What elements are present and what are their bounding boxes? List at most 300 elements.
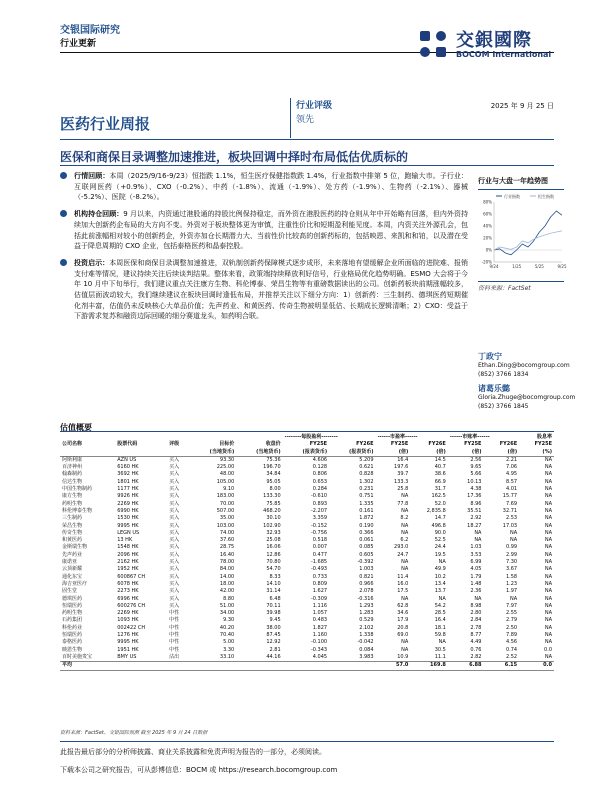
table-cell: 云顶新耀 bbox=[62, 566, 83, 573]
table-cell: 34.00 bbox=[219, 610, 235, 617]
table-cell: 74.00 bbox=[219, 529, 235, 536]
table-cell: 0.966 bbox=[359, 580, 374, 587]
table-cell: NA bbox=[544, 653, 552, 660]
table-cell: 3.30 bbox=[223, 646, 235, 653]
bullet-dot-icon bbox=[60, 210, 67, 217]
table-cell: 1.23 bbox=[505, 580, 518, 587]
table-cell: 3692 HK bbox=[117, 471, 139, 478]
table-row bbox=[60, 574, 554, 581]
page-title: 医药行业周报 bbox=[60, 115, 151, 133]
table-cell: 62.8 bbox=[397, 602, 409, 609]
table-cell: 16.4 bbox=[397, 456, 409, 463]
table-cell: 买入 bbox=[169, 464, 180, 471]
table-cell: 002422 CH bbox=[117, 624, 146, 631]
table-cell: 1.79 bbox=[470, 573, 482, 580]
table-cell: NA bbox=[401, 529, 409, 536]
table-cell: 三生制药 bbox=[62, 515, 83, 522]
table-cell: 买入 bbox=[169, 566, 180, 573]
table-cell: 35.00 bbox=[219, 515, 235, 522]
table-cell: 1.48 bbox=[470, 580, 482, 587]
logo-name-en: BOCOM International bbox=[456, 50, 552, 59]
table-cell: 1.160 bbox=[312, 632, 328, 639]
table-cell: 0.99 bbox=[505, 544, 518, 551]
table-cell: 9.30 bbox=[223, 617, 235, 624]
table-cell: 石药集团 bbox=[62, 617, 83, 624]
average-cell bbox=[115, 662, 167, 670]
column-unit: (当地货币) bbox=[190, 449, 236, 457]
x-tick-label: 5/25 bbox=[534, 264, 544, 269]
table-cell: 买入 bbox=[169, 529, 180, 536]
table-cell: 10.2 bbox=[434, 573, 446, 580]
company-logo bbox=[416, 25, 566, 63]
table-cell: 1.872 bbox=[359, 515, 374, 522]
table-cell: 54.70 bbox=[266, 566, 281, 573]
table-cell: 康方生物 bbox=[62, 493, 83, 500]
table-cell: 2269 HK bbox=[117, 610, 139, 617]
table-cell: 通化东宝 bbox=[62, 573, 83, 580]
bullet-dot-icon bbox=[60, 172, 67, 179]
table-row bbox=[60, 456, 554, 464]
table-row bbox=[60, 486, 554, 493]
average-cell: 6.88 bbox=[448, 662, 484, 670]
table-cell: 2.92 bbox=[470, 515, 482, 522]
table-cell: -0.756 bbox=[310, 529, 328, 536]
table-cell: 600867 CH bbox=[117, 573, 146, 580]
table-cell: 泰格医药 bbox=[62, 639, 83, 646]
column-header: FY25E bbox=[309, 441, 328, 448]
table-cell: NA bbox=[438, 595, 446, 602]
table-cell: 14.00 bbox=[219, 573, 235, 580]
table-cell: 买入 bbox=[169, 580, 180, 587]
table-cell: 20.8 bbox=[397, 624, 409, 631]
table-cell: 1952 HK bbox=[117, 566, 139, 573]
table-cell: 1951 HK bbox=[117, 646, 139, 653]
table-cell: 84.00 bbox=[219, 566, 235, 573]
table-row bbox=[60, 544, 554, 551]
table-cell: 0.366 bbox=[359, 529, 374, 536]
table-cell: 1.827 bbox=[312, 624, 328, 631]
table-cell: 8.33 bbox=[269, 573, 281, 580]
table-cell: 35.51 bbox=[467, 507, 482, 514]
table-cell: 49.9 bbox=[434, 566, 446, 573]
table-cell: 30.5 bbox=[434, 646, 446, 653]
table-cell: 4.49 bbox=[470, 639, 482, 646]
table-cell: 药明生物 bbox=[62, 610, 83, 617]
analyst-email[interactable]: Ethan.Ding@bocomgroup.com bbox=[478, 362, 570, 369]
title-divider bbox=[60, 139, 554, 140]
table-row bbox=[60, 559, 554, 566]
table-cell: NA bbox=[509, 595, 518, 602]
column-header: FY25E bbox=[464, 441, 482, 448]
footer-download: 下载本公司之研究报告，可从彭博信息：BOCM 或 https://research.bocomgroup.com bbox=[60, 766, 338, 774]
column-header: 公司名称 bbox=[62, 441, 83, 448]
table-cell: 固生堂 bbox=[62, 588, 78, 595]
table-cell: 买入 bbox=[169, 559, 180, 566]
analyst-phone: (852) 3766 1845 bbox=[478, 403, 529, 410]
table-cell: 13 HK bbox=[117, 537, 133, 544]
table-cell: 买入 bbox=[169, 500, 180, 507]
table-cell: NA bbox=[474, 529, 482, 536]
table-cell: 2.82 bbox=[470, 653, 482, 660]
column-unit: (倍) bbox=[483, 449, 519, 457]
table-cell: 196.70 bbox=[263, 464, 281, 471]
headline: 医保和商保目录调整加速推进，板块回调中择时布局低估优质标的 bbox=[60, 150, 409, 164]
table-cell: NA bbox=[474, 595, 482, 602]
table-cell: 3.983 bbox=[359, 653, 374, 660]
table-cell: 恒瑞医药 bbox=[62, 602, 83, 609]
table-source: 资料来源：FactSet、交银国际预测 截至 2025 年 9 月 24 日数据 bbox=[60, 730, 208, 736]
table-cell: 10.9 bbox=[397, 653, 409, 660]
header-brand: 交银国际研究 bbox=[60, 25, 120, 36]
table-cell: 1.116 bbox=[312, 602, 328, 609]
column-header: 股票代码 bbox=[117, 441, 138, 448]
table-cell: 6990 HK bbox=[117, 507, 139, 514]
table-cell: NA bbox=[544, 610, 552, 617]
table-cell: 0.751 bbox=[359, 493, 374, 500]
title-band bbox=[60, 98, 554, 138]
bullet-text: 本周（2025/9/16-9/23）恒指跌 1.1%，恒生医疗保健指数跌 1.4%，行业指数中排第 5 位，跑输大市。子行业：互联网医药（+0.9%）、CXO（-0.2%）、中药（-1.8%）、流通（-1.9%）、处方药（-1.9%）、生物药（-2.1%）、器械（-5.2%）、医院（-8.2%）。 bbox=[74, 172, 468, 202]
bullet-market-review bbox=[60, 171, 468, 203]
column-header: FY26E bbox=[428, 441, 446, 448]
table-cell: 4.56 bbox=[505, 639, 518, 646]
table-header-units bbox=[60, 449, 554, 457]
table-cell: 51.00 bbox=[219, 602, 235, 609]
table-header-labels bbox=[60, 441, 554, 448]
table-cell: 34.6 bbox=[397, 610, 409, 617]
table-cell: 87.45 bbox=[266, 632, 281, 639]
table-cell: 0.284 bbox=[312, 486, 328, 493]
column-unit: (当地货币) bbox=[236, 449, 282, 457]
table-cell: 1093 HK bbox=[117, 617, 139, 624]
y-tick-label: 80% bbox=[483, 199, 492, 205]
table-cell: 102.90 bbox=[263, 522, 281, 529]
table-cell: -0.316 bbox=[357, 595, 374, 602]
table-cell: 0.529 bbox=[359, 617, 374, 624]
table-cell: 7.30 bbox=[505, 559, 518, 566]
table-cell: 18.1 bbox=[434, 624, 446, 631]
average-cell: 169.8 bbox=[410, 662, 448, 670]
table-cell: AZN US bbox=[117, 456, 137, 463]
table-cell: 买入 bbox=[169, 588, 180, 595]
column-header: FY26E bbox=[356, 441, 374, 448]
table-cell: 2.52 bbox=[505, 653, 518, 660]
table-cell: NA bbox=[401, 507, 409, 514]
table-cell: NA bbox=[544, 456, 552, 463]
table-cell: 32.71 bbox=[502, 507, 518, 514]
table-cell: 买入 bbox=[169, 507, 180, 514]
bullet-lead: 行情回顾： bbox=[74, 172, 110, 180]
table-cell: NA bbox=[544, 515, 552, 522]
valuation-table bbox=[60, 433, 554, 671]
table-cell: 52.5 bbox=[434, 537, 446, 544]
table-cell: 496.8 bbox=[431, 522, 446, 529]
table-cell: 买入 bbox=[169, 515, 180, 522]
table-cell: 11.4 bbox=[397, 573, 409, 580]
rating-label: 行业评级 bbox=[296, 101, 333, 111]
table-cell: 8.80 bbox=[223, 595, 235, 602]
table-cell: 2.21 bbox=[505, 456, 518, 463]
table-cell: 16.40 bbox=[219, 551, 235, 558]
table-cell: 中性 bbox=[169, 624, 180, 631]
table-cell: 2.99 bbox=[505, 551, 518, 558]
bullet-text: 9 月以来，内资通过港股通的持股比例保持稳定，而外资在港股医药的持仓则从年中开始略有回落，但内外资持续加大创新药企布局的大方向不变。外资对于板块整体更为审慎，注重性价比和短期盈利能见度。本周，内资关注外源孔会，包括此前涨幅相对较小的创新药企，外资亦加仓长期潜力大、当前性价比较高的创新药标的，包括映恩、来凯和和铂，以及潜在受益于降息周期的 CXO 企业，包括泰格医药和晶泰控股。 bbox=[74, 210, 468, 251]
column-unit: (倍) bbox=[448, 449, 484, 457]
column-header: 评级 bbox=[169, 441, 180, 448]
table-row bbox=[60, 479, 554, 486]
trend-chart-title: 行业与大盘一年趋势图 bbox=[478, 176, 564, 190]
table-cell: 9995 HK bbox=[117, 639, 139, 646]
table-cell: 8.00 bbox=[269, 486, 281, 493]
table-row bbox=[60, 464, 554, 471]
table-cell: NA bbox=[509, 529, 518, 536]
table-cell: 6.99 bbox=[470, 559, 482, 566]
table-cell: 28.5 bbox=[434, 610, 446, 617]
table-cell: NA bbox=[401, 559, 409, 566]
table-cell: 科伦博泰生物 bbox=[62, 507, 93, 514]
table-cell: 康诺亚 bbox=[62, 559, 78, 566]
table-cell: 买入 bbox=[169, 456, 180, 463]
column-header: 收盘价 bbox=[265, 441, 281, 448]
table-cell: 8.2 bbox=[400, 515, 409, 522]
table-cell: NA bbox=[544, 529, 552, 536]
table-cell: -1.685 bbox=[310, 559, 328, 566]
table-cell: 8.96 bbox=[470, 500, 482, 507]
table-row bbox=[60, 552, 554, 559]
column-unit bbox=[60, 449, 115, 457]
footer-divider bbox=[60, 741, 554, 742]
table-cell: 2.102 bbox=[359, 624, 374, 631]
table-cell: 金斯瑞生物 bbox=[62, 544, 88, 551]
table-cell: 1.58 bbox=[505, 573, 518, 580]
table-cell: 25.8 bbox=[397, 486, 409, 493]
table-cell: NA bbox=[401, 595, 409, 602]
table-cell: 90.0 bbox=[434, 529, 446, 536]
table-cell: 19.5 bbox=[434, 551, 446, 558]
column-header: FY25E bbox=[390, 441, 409, 448]
table-cell: 1548 HK bbox=[117, 544, 139, 551]
table-row bbox=[60, 617, 554, 624]
table-cell: 0.74 bbox=[505, 646, 518, 653]
table-cell: 6996 HK bbox=[117, 595, 139, 602]
group-pb: ------市账率------ bbox=[449, 434, 490, 440]
table-cell: 183.00 bbox=[216, 493, 235, 500]
table-cell: 31.14 bbox=[266, 588, 281, 595]
table-cell: 5.209 bbox=[359, 456, 374, 463]
table-cell: 7.69 bbox=[505, 500, 518, 507]
table-cell: 42.00 bbox=[219, 588, 235, 595]
table-cell: 78.00 bbox=[219, 559, 235, 566]
table-cell: 1801 HK bbox=[117, 478, 139, 485]
table-cell: 2.80 bbox=[470, 610, 482, 617]
table-cell: 69.0 bbox=[397, 632, 409, 639]
table-cell: 1.057 bbox=[312, 610, 328, 617]
table-cell: 37.60 bbox=[219, 537, 235, 544]
table-cell: 15.77 bbox=[502, 493, 518, 500]
table-cell: -0.309 bbox=[310, 595, 328, 602]
table-cell: 12.92 bbox=[266, 639, 281, 646]
average-cell: 0.0 bbox=[519, 662, 554, 670]
analyst-email[interactable]: Gloria.Zhuge@bocomgroup.com bbox=[478, 394, 576, 401]
table-cell: 197.6 bbox=[394, 464, 409, 471]
table-cell: 38.00 bbox=[266, 624, 281, 631]
table-cell: 31.7 bbox=[434, 486, 446, 493]
table-cell: 0.821 bbox=[359, 573, 374, 580]
table-cell: 105.00 bbox=[216, 478, 235, 485]
table-cell: 18.00 bbox=[219, 580, 235, 587]
table-cell: 1.283 bbox=[359, 610, 374, 617]
table-cell: 14.10 bbox=[266, 580, 281, 587]
table-cell: 13.7 bbox=[434, 588, 446, 595]
table-cell: 133.30 bbox=[263, 493, 281, 500]
footer-disclaimer: 此报告最后部分的分析师披露、商业关系披露和免责声明为报告的一部分，必须阅读。 bbox=[60, 748, 326, 756]
table-cell: 8.77 bbox=[470, 632, 482, 639]
analyst-name: 丁政宁 bbox=[478, 352, 502, 361]
table-cell: 162.5 bbox=[431, 493, 446, 500]
table-cell: 买入 bbox=[169, 478, 180, 485]
analyst-card-2 bbox=[478, 384, 575, 411]
table-cell: 66.9 bbox=[434, 478, 446, 485]
column-unit: (倍) bbox=[376, 449, 411, 457]
table-cell: 30.10 bbox=[266, 515, 281, 522]
table-cell: 中国生物制药 bbox=[62, 486, 93, 493]
table-cell: 2.84 bbox=[470, 617, 482, 624]
table-cell: 40.7 bbox=[434, 464, 446, 471]
table-cell: 7.97 bbox=[505, 602, 518, 609]
table-cell: 买入 bbox=[169, 486, 180, 493]
table-cell: 2.56 bbox=[470, 456, 482, 463]
table-cell: 14.5 bbox=[434, 456, 446, 463]
bullet-lead: 机构持仓回顾： bbox=[74, 210, 124, 219]
table-cell: BMY US bbox=[117, 653, 137, 660]
table-cell: 44.16 bbox=[266, 653, 281, 660]
table-cell: 2.55 bbox=[505, 610, 518, 617]
table-cell: NA bbox=[509, 537, 518, 544]
table-cell: 468.20 bbox=[263, 507, 281, 514]
table-cell: 1.335 bbox=[359, 500, 374, 507]
x-tick-label: 1/25 bbox=[512, 264, 522, 269]
table-row bbox=[60, 603, 554, 610]
table-cell: 7.89 bbox=[505, 632, 518, 639]
table-cell: 17.36 bbox=[467, 493, 482, 500]
table-cell: 34.84 bbox=[266, 471, 281, 478]
table-cell: NA bbox=[544, 580, 552, 587]
table-cell: 海吉亚医疗 bbox=[62, 580, 88, 587]
table-cell: 293.0 bbox=[394, 544, 409, 551]
table-cell: NA bbox=[544, 500, 552, 507]
column-header: 目标价 bbox=[219, 441, 235, 448]
table-cell: 买入 bbox=[169, 595, 180, 602]
table-cell: -0.343 bbox=[310, 646, 328, 653]
table-cell: 买入 bbox=[169, 471, 180, 478]
table-cell: 买入 bbox=[169, 551, 180, 558]
column-unit: (倍) bbox=[410, 449, 448, 457]
table-cell: 科伦药业 bbox=[62, 624, 83, 631]
table-cell: NA bbox=[544, 493, 552, 500]
table-cell: 9995 HK bbox=[117, 522, 139, 529]
table-row bbox=[60, 581, 554, 588]
table-cell: 3.359 bbox=[312, 515, 328, 522]
table-cell: 2.53 bbox=[505, 515, 518, 522]
bullet-investment-view bbox=[60, 258, 468, 322]
table-cell: 18.27 bbox=[467, 522, 482, 529]
table-cell: 600276 CH bbox=[117, 602, 146, 609]
table-cell: 中性 bbox=[169, 617, 180, 624]
table-cell: 1530 HK bbox=[117, 515, 139, 522]
table-cell: 70.11 bbox=[266, 602, 281, 609]
table-cell: NA bbox=[544, 573, 552, 580]
table-cell: 映恩生物 bbox=[62, 646, 83, 653]
table-cell: 中性 bbox=[169, 632, 180, 639]
table-cell: 6160 HK bbox=[117, 464, 139, 471]
table-cell: 9.45 bbox=[269, 617, 281, 624]
table-cell: 2.78 bbox=[470, 624, 482, 631]
table-cell: 16.0 bbox=[397, 580, 409, 587]
legend-label: 行业指数 bbox=[504, 194, 520, 199]
table-cell: 2.50 bbox=[505, 624, 518, 631]
table-cell: 百时美施贵宝 bbox=[62, 653, 93, 660]
table-cell: 52.0 bbox=[434, 500, 446, 507]
table-cell: 0.085 bbox=[359, 544, 374, 551]
table-cell: 17.9 bbox=[397, 617, 409, 624]
table-cell: 买入 bbox=[169, 602, 180, 609]
table-average-row bbox=[60, 662, 554, 670]
table-cell: 2273 HK bbox=[117, 588, 139, 595]
bocom-logo-icon bbox=[416, 27, 450, 61]
table-cell: NA bbox=[544, 544, 552, 551]
table-cell: NA bbox=[544, 537, 552, 544]
table-cell: 中性 bbox=[169, 639, 180, 646]
table-cell: 2096 HK bbox=[117, 551, 139, 558]
table-cell: 1.03 bbox=[470, 544, 482, 551]
table-cell: NA bbox=[544, 478, 552, 485]
table-cell: 翰森制药 bbox=[62, 471, 83, 478]
table-cell: 买入 bbox=[169, 544, 180, 551]
table-cell: 买入 bbox=[169, 573, 180, 580]
table-row bbox=[60, 523, 554, 530]
table-cell: NA bbox=[544, 464, 552, 471]
bullet-text: 本周医保和商保目录调整加速推进，双轨制创新药保障模式逐步成形，未来落地有望缓解企业所面临的进院难、报销支付难等情况，建议持续关注后续谈判结果。整体来看，政策端持续释放利好信号，行业格局优化趋势明确。ESMO 大会将于今年 10 月中下旬举行，我们建议重点关注康方生物、科伦博泰、荣昌生物等有重磅数据读出的公司。创新药板块前期涨幅较多，估值层面波动较大，我们继续建议在板块回调时逢低布局，并推荐关注以下细分方向：1）创新药：三生制药、德琪医药短期催化剂丰富，估值仍未反映核心大单品价值；先声药业、和黄医药、传奇生物被明显低估、长期成长逻辑清晰；2）CXO：受益于下游需求复苏和融资边际回暖的细分赛道龙头，如药明合联。 bbox=[74, 258, 469, 321]
average-cell bbox=[190, 662, 236, 670]
table-cell: NA bbox=[544, 588, 552, 595]
table-cell: 28.75 bbox=[219, 544, 235, 551]
column-header: FY26E bbox=[499, 441, 518, 448]
table-cell: 0.518 bbox=[312, 537, 328, 544]
table-cell: 7.06 bbox=[505, 464, 518, 471]
table-cell: 0.653 bbox=[312, 478, 328, 485]
table-cell: 48.00 bbox=[219, 471, 235, 478]
table-cell: -0.042 bbox=[357, 639, 374, 646]
table-cell: 8.98 bbox=[470, 602, 482, 609]
table-cell: 0.733 bbox=[312, 573, 328, 580]
table-cell: 17.5 bbox=[397, 588, 409, 595]
table-cell: 0.76 bbox=[470, 646, 482, 653]
table-cell: 3.67 bbox=[505, 566, 518, 573]
table-cell: 0.828 bbox=[359, 471, 374, 478]
table-cell: 12.86 bbox=[266, 551, 281, 558]
table-row bbox=[60, 654, 554, 662]
table-cell: NA bbox=[544, 486, 552, 493]
group-yield: 股息率 bbox=[536, 434, 552, 440]
table-row bbox=[60, 515, 554, 522]
headline-divider bbox=[60, 165, 554, 166]
table-cell: 38.6 bbox=[434, 471, 446, 478]
table-cell: 中性 bbox=[169, 610, 180, 617]
table-cell: 0.231 bbox=[359, 486, 374, 493]
table-cell: 4.95 bbox=[505, 471, 518, 478]
average-cell bbox=[283, 662, 329, 670]
table-cell: 0.483 bbox=[312, 617, 328, 624]
table-cell: 2.79 bbox=[505, 617, 518, 624]
